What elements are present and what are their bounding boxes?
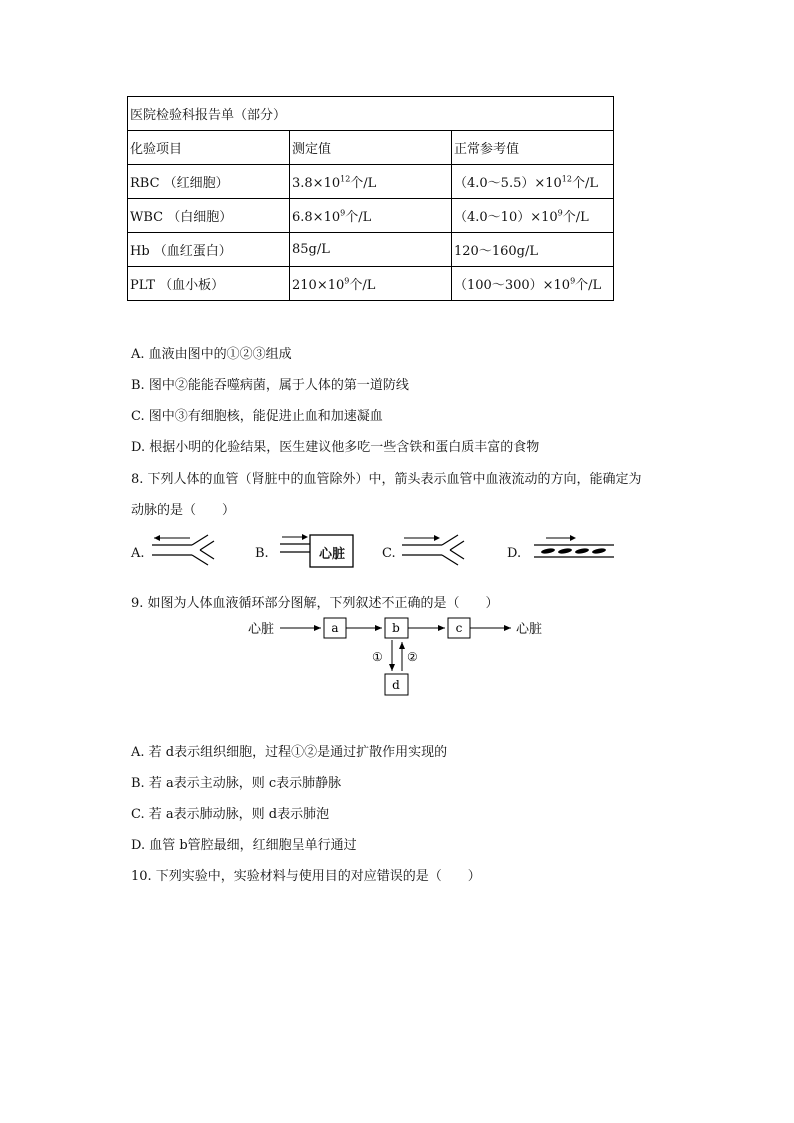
box-c-label: c xyxy=(455,621,463,635)
q8-stem-line2: 动脉的是（ ） xyxy=(131,503,236,518)
q7-option-d: D. 根据小明的化验结果，医生建议他多吃一些含铁和蛋白质丰富的食物 xyxy=(131,440,540,455)
lab-report-table xyxy=(127,96,614,301)
heart-label: 心脏 xyxy=(318,547,345,562)
cell-item: Hb （血红蛋白） xyxy=(128,233,290,267)
q9-option-c: C. 若 a表示肺动脉，则 d表示肺泡 xyxy=(131,807,330,822)
q8-label-b: B. xyxy=(255,546,269,561)
table-row xyxy=(128,199,614,233)
cell-item: RBC （红细胞） xyxy=(128,165,290,199)
cell-value: $3.8\times 10^{12}$个/L xyxy=(290,165,452,199)
cell-reference: $(4.0\sim 5.5)\times 10^{12}$个/L xyxy=(452,165,614,199)
q7-option-c: C. 图中③有细胞核，能促进止血和加速凝血 xyxy=(131,409,383,424)
q9-stem: 9. 如图为人体血液循环部分图解，下列叙述不正确的是（ ） xyxy=(131,596,499,611)
vessel-c-diagram xyxy=(400,533,470,567)
q8-label-a: A. xyxy=(131,546,145,561)
table-title: 医院检验科报告单（部分） xyxy=(128,97,614,131)
cell-reference: 120～160g/L xyxy=(452,233,614,267)
vessel-d-diagram xyxy=(532,533,618,567)
table-row xyxy=(128,233,614,267)
q8-label-d: D. xyxy=(507,546,522,561)
header-reference: 正常参考值 xyxy=(452,131,614,165)
q9-option-d: D. 血管 b管腔最细，红细胞呈单行通过 xyxy=(131,838,357,853)
cell-value: 85g/L xyxy=(290,233,452,267)
circulation-diagram xyxy=(240,612,560,702)
table-row xyxy=(128,267,614,301)
process-1-label: ① xyxy=(372,650,383,664)
table-title-row xyxy=(128,97,614,131)
box-b-label: b xyxy=(392,621,400,635)
box-a-label: a xyxy=(331,621,339,635)
q9-option-b: B. 若 a表示主动脉，则 c表示肺静脉 xyxy=(131,776,342,791)
q7-option-b: B. 图中②能能吞噬病菌，属于人体的第一道防线 xyxy=(131,378,409,393)
vessel-a-diagram xyxy=(150,533,220,567)
cell-reference: $(4.0\sim 10)\times 10^9$个/L xyxy=(452,199,614,233)
q10-stem: 10. 下列实验中，实验材料与使用目的对应错误的是（ ） xyxy=(131,869,481,884)
q8-label-c: C. xyxy=(382,546,396,561)
cell-reference: $(100\sim 300)\times 10^9$个/L xyxy=(452,267,614,301)
process-2-label: ② xyxy=(407,650,418,664)
cell-item: PLT （血小板） xyxy=(128,267,290,301)
header-value: 测定值 xyxy=(290,131,452,165)
header-item: 化验项目 xyxy=(128,131,290,165)
heart-left-label: 心脏 xyxy=(248,622,275,637)
heart-right-label: 心脏 xyxy=(516,622,543,637)
q8-stem-line1: 8. 下列人体的血管（肾脏中的血管除外）中，箭头表示血管中血液流动的方向，能确定为 xyxy=(131,472,642,487)
table-row xyxy=(128,165,614,199)
table-header-row xyxy=(128,131,614,165)
q9-option-a: A. 若 d表示组织细胞，过程①②是通过扩散作用实现的 xyxy=(131,745,448,760)
cell-item: WBC （白细胞） xyxy=(128,199,290,233)
box-d-label: d xyxy=(392,678,400,692)
cell-value: $6.8\times 10^9$个/L xyxy=(290,199,452,233)
q7-option-a: A. 血液由图中的①②③组成 xyxy=(131,347,292,362)
cell-value: $210\times 10^9$个/L xyxy=(290,267,452,301)
